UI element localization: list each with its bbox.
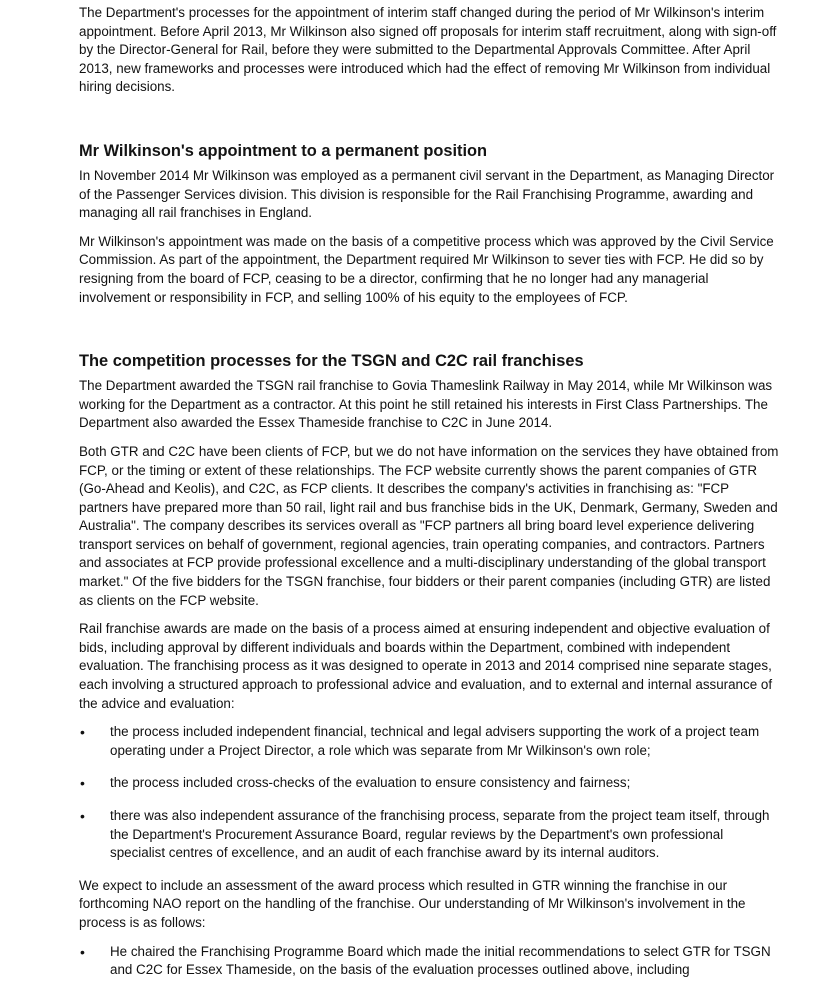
closing-paragraph: We expect to include an assessment of the award process which resulted in GTR winning the franchise in our forthcoming NAO report on the handling of the franchise. Our understanding of Mr Wilkinson's involvement in the process is as follows: xyxy=(79,877,746,930)
competition-paragraph-1: The Department awarded the TSGN rail franchise to Govia Thameslink Railway in May 2014, while Mr Wilkinson was working for the Department as a contractor. At this point he still retained his interests in First Class Partnerships. The Department also awarded the Essex Thameside franchise to C2C in June 2014. xyxy=(79,378,773,431)
heading-competition-processes: The competition processes for the TSGN and C2C rail franchises xyxy=(79,352,584,371)
permanent-paragraph-2: Mr Wilkinson's appointment was made on the basis of a competitive process which was approved by the Civil Service Commission. As part of the appointment, the Department required Mr Wilkinson to sever ties with FCP. He did so by resigning from the board of FCP, ceasing to be a director, confirming that he no longer had any managerial involvement or responsibility in FCP, and selling 100% of his equity to the employees of FCP. xyxy=(79,233,774,305)
document-page xyxy=(79,4,779,990)
permanent-paragraph-1: In November 2014 Mr Wilkinson was employed as a permanent civil servant in the Department, as Managing Director of the Passenger Services division. This division is responsible for the Rail Franchising Programme, awarding and managing all rail franchises in England. xyxy=(79,167,775,221)
bullet-item: • He chaired the Franchising Programme Board which made the initial recommendations to select GTR for TSGN and C2C for Essex Thameside, on the basis of the evaluation processes outlined above, including xyxy=(79,943,779,980)
assurance-bullet-list xyxy=(79,723,779,863)
involvement-bullet-list xyxy=(79,943,779,980)
competition-paragraph-2: Both GTR and C2C have been clients of FCP, but we do not have information on the services they have obtained from FCP, or the timing or extent of these relationships. The FCP website currently shows the parent companies of GTR (Go-Ahead and Keolis), and C2C, as FCP clients. It describes the company's activities in franchising as: "FCP partners have prepared more than 50 rail, light rail and bus franchise bids in the UK, Denmark, Germany, Sweden and Australia". The company describes its services overall as "FCP partners all bring board level experience delivering transport services on behalf of government, regional agencies, train operating companies, and contractors. Partners and associates at FCP provide professional excellence and a multi-disciplinary understanding of the global transport market." Of the five bidders for the TSGN franchise, four bidders or their parent companies (including GTR) are listed as clients on the FCP website. xyxy=(79,443,779,608)
bullet-item: • there was also independent assurance of the franchising process, separate from the project team itself, through the Department's Procurement Assurance Board, regular reviews by the Department's own professional specialist centres of excellence, and an audit of each franchise award by its internal auditors. xyxy=(79,807,779,863)
heading-permanent-position: Mr Wilkinson's appointment to a permanent position xyxy=(79,141,488,160)
bullet-item: • the process included cross-checks of the evaluation to ensure consistency and fairness; xyxy=(79,774,779,793)
section-spacer xyxy=(79,317,779,351)
section-spacer xyxy=(79,107,779,141)
bullet-item: • the process included independent financial, technical and legal advisers supporting the work of a project team operating under a Project Director, a role which was separate from Mr Wilkinson's own role; xyxy=(79,723,779,760)
competition-paragraph-3: Rail franchise awards are made on the basis of a process aimed at ensuring independent and objective evaluation of bids, including approval by different individuals and boards within the Department, combined with independent evaluation. The franchising process as it was designed to operate in 2013 and 2014 comprised nine separate stages, each involving a structured approach to professional advice and evaluation, and to external and internal assurance of the advice and evaluation: xyxy=(79,621,773,711)
intro-paragraph: The Department's processes for the appointment of interim staff changed during the period of Mr Wilkinson's interim appointment. Before April 2013, Mr Wilkinson also signed off proposals for interim staff recruitment, along with sign-off by the Director-General for Rail, before they were submitted to the Departmental Approvals Committee. After April 2013, new frameworks and processes were introduced which had the effect of removing Mr Wilkinson from individual hiring decisions. xyxy=(79,5,777,95)
